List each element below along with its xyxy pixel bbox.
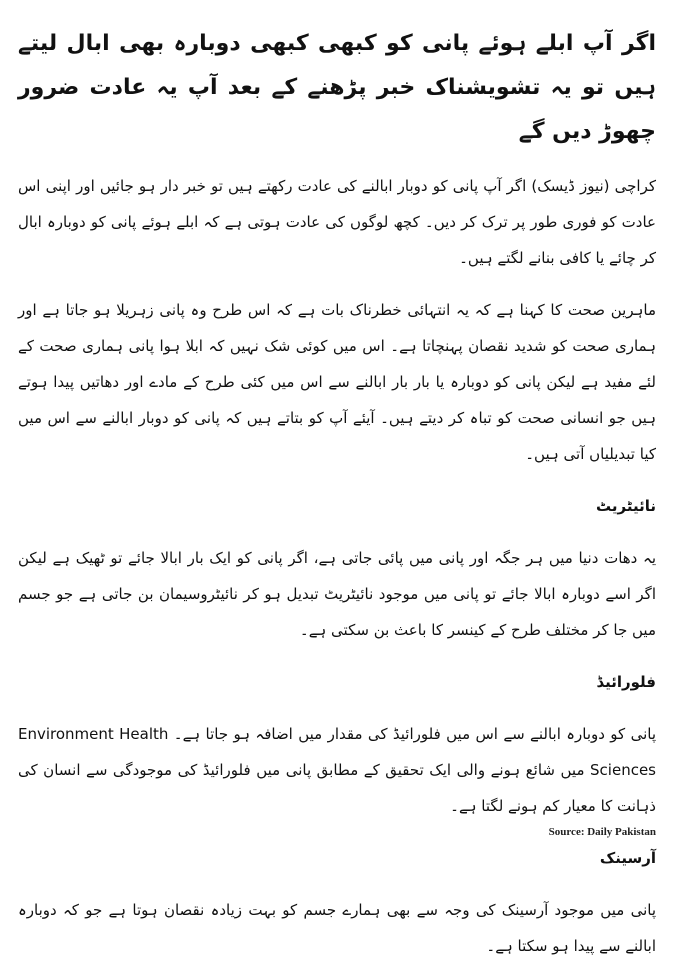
section-text-nitrate: یہ دھات دنیا میں ہر جگہ اور پانی میں پائی جاتی ہے، اگر پانی کو ایک بار ابالا جائے تو ٹھیک ہے لیکن اگر اسے دوبارہ ابالا جائے تو پانی میں موجود نائیٹریٹ تبدیل ہو کر نائیٹروسیمان بن جاتی ہے جو جسم میں جا کر مختلف طرح کے کینسر کا باعث بن سکتی ہے۔: [18, 549, 656, 639]
section-heading-arsenic: آرسینک: [599, 849, 656, 867]
section-text-fluoride: پانی کو دوبارہ ابالنے سے اس میں فلورائیڈ کی مقدار میں اضافہ ہو جاتا ہے۔ Environment Health Sciences میں شائع ہونے والی ایک تحقیق کے مطابق پانی میں فلورائیڈ کی موجودگی سے انسان کی ذہانت کا معیار کم ہونے لگتا ہے۔: [18, 725, 656, 815]
intro-paragraph-1: کراچی (نیوز ڈیسک) اگر آپ پانی کو دوبار ابالنے کی عادت رکھتے ہیں تو خبر دار ہو جائیں اور اپنی اس عادت کو فوری طور پر ترک کر دیں۔ کچھ لوگوں کی عادت ہوتی ہے کہ ابلے ہوئے پانی کو دوبارہ ابال کر چائے یا کافی بنانے لگتے ہیں۔: [18, 177, 656, 267]
section-heading-fluoride: فلورائیڈ: [596, 673, 656, 691]
section-text-arsenic: پانی میں موجود آرسینک کی وجہ سے بھی ہمارے جسم کو بہت زیادہ نقصان ہوتا ہے جو کہ دوبارہ ابالنے سے پیدا ہو سکتا ہے۔: [18, 901, 656, 955]
source-credit: Source: Daily Pakistan: [548, 826, 656, 838]
intro-paragraph-2: ماہرین صحت کا کہنا ہے کہ یہ انتہائی خطرناک بات ہے کہ اس طرح وہ پانی زہریلا ہو جاتا ہے اور ہماری صحت کو شدید نقصان پہنچاتا ہے۔ اس میں کوئی شک نہیں کہ ابلا ہوا پانی ہماری صحت کے لئے مفید ہے لیکن پانی کو دوبارہ یا بار بار ابالنے سے اس میں کئی طرح کے مادے اور دھاتیں پیدا ہوتے ہیں جو انسانی صحت کو تباہ کر دیتے ہیں۔ آیئے آپ کو بتاتے ہیں کہ پانی کو دوبار ابالنے سے اس میں کیا تبدیلیاں آتی ہیں۔: [18, 301, 656, 463]
section-heading-nitrate: نائیٹریٹ: [596, 497, 656, 515]
article-headline: اگر آپ ابلے ہوئے پانی کو کبھی کبھی دوبارہ بھی ابال لیتے ہیں تو یہ تشویشناک خبر پڑھنے کے بعد آپ یہ عادت ضرور چھوڑ دیں گے: [18, 31, 656, 144]
